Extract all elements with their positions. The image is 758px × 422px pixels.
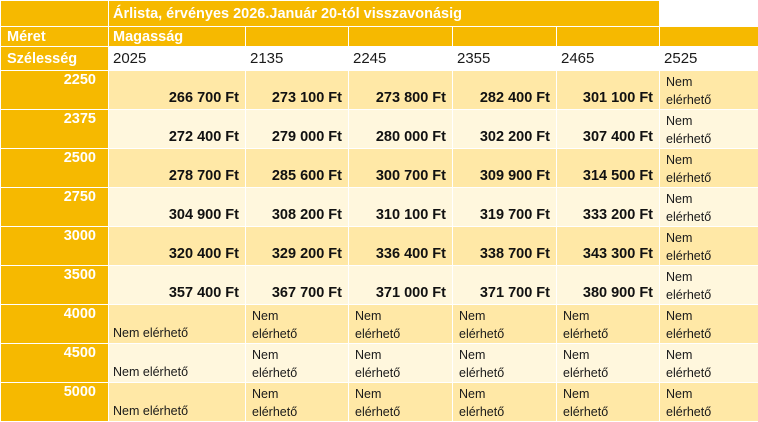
corner-cell [1, 1, 109, 27]
not-available-word: elérhető [459, 325, 556, 343]
not-available-word: elérhető [459, 364, 556, 382]
price-cell: 338 700 Ft [453, 227, 557, 266]
width-row [1, 188, 758, 227]
not-available-word: elérhető [459, 403, 556, 421]
price-cell: 302 200 Ft [453, 110, 557, 149]
price-cell: 300 700 Ft [349, 149, 453, 188]
not-available-cell [453, 383, 557, 422]
price-cell: 329 200 Ft [246, 227, 349, 266]
not-available-word: elérhető [355, 403, 452, 421]
width-row [1, 227, 758, 266]
price-cell: 273 100 Ft [246, 71, 349, 110]
not-available-cell [349, 383, 453, 422]
not-available-cell [349, 344, 453, 383]
not-available-word: elérhető [252, 364, 348, 382]
not-available-cell [660, 188, 758, 227]
not-available-cell: Nem elérhető [109, 305, 246, 344]
not-available-word: Nem [355, 307, 452, 325]
width-value: 3000 [1, 227, 109, 266]
price-cell: 282 400 Ft [453, 71, 557, 110]
not-available-word: Nem [459, 307, 556, 325]
width-row [1, 344, 758, 383]
header-blank-cell [349, 27, 453, 47]
price-cell: 308 200 Ft [246, 188, 349, 227]
price-cell: 280 000 Ft [349, 110, 453, 149]
not-available-word: Nem [459, 346, 556, 364]
not-available-word: Nem [666, 229, 758, 247]
price-cell: 273 800 Ft [349, 71, 453, 110]
width-row [1, 110, 758, 149]
not-available-word: elérhető [355, 325, 452, 343]
szelesseg-label: Szélesség [1, 47, 109, 71]
header-blank-cell [660, 27, 758, 47]
not-available-word: Nem [666, 346, 758, 364]
price-cell: 278 700 Ft [109, 149, 246, 188]
price-cell: 371 000 Ft [349, 266, 453, 305]
not-available-word: elérhető [355, 364, 452, 382]
price-cell: 314 500 Ft [557, 149, 660, 188]
price-list-title: Árlista, érvényes 2026.Január 20-tól visszavonásig [109, 1, 660, 27]
not-available-word: elérhető [563, 403, 659, 421]
not-available-word: elérhető [666, 169, 758, 187]
not-available-cell [660, 227, 758, 266]
width-value: 5000 [1, 383, 109, 422]
width-row [1, 266, 758, 305]
not-available-word: elérhető [563, 325, 659, 343]
price-cell: 285 600 Ft [246, 149, 349, 188]
price-cell: 307 400 Ft [557, 110, 660, 149]
title-blank-cell [660, 1, 758, 27]
not-available-word: Nem [252, 385, 348, 403]
meret-row [1, 27, 758, 47]
not-available-cell [660, 266, 758, 305]
not-available-word: Nem [666, 268, 758, 286]
not-available-word: Nem [355, 385, 452, 403]
not-available-word: elérhető [666, 403, 758, 421]
meret-label: Méret [1, 27, 109, 47]
not-available-word: elérhető [252, 403, 348, 421]
price-cell: 266 700 Ft [109, 71, 246, 110]
width-row [1, 149, 758, 188]
width-row [1, 383, 758, 422]
not-available-word: elérhető [666, 130, 758, 148]
not-available-word: elérhető [666, 91, 758, 109]
width-row [1, 305, 758, 344]
not-available-cell [246, 383, 349, 422]
header-blank-cell [453, 27, 557, 47]
price-cell: 319 700 Ft [453, 188, 557, 227]
not-available-cell [660, 110, 758, 149]
price-cell: 304 900 Ft [109, 188, 246, 227]
price-cell: 371 700 Ft [453, 266, 557, 305]
price-cell: 333 200 Ft [557, 188, 660, 227]
not-available-word: elérhető [666, 286, 758, 304]
price-cell: 367 700 Ft [246, 266, 349, 305]
not-available-word: elérhető [666, 325, 758, 343]
width-value: 2375 [1, 110, 109, 149]
not-available-word: elérhető [666, 364, 758, 382]
not-available-cell [557, 344, 660, 383]
not-available-word: Nem [666, 112, 758, 130]
not-available-cell: Nem elérhető [109, 383, 246, 422]
width-value: 4000 [1, 305, 109, 344]
width-value: 4500 [1, 344, 109, 383]
not-available-word: Nem [666, 190, 758, 208]
not-available-cell [660, 344, 758, 383]
price-cell: 380 900 Ft [557, 266, 660, 305]
header-blank-cell [557, 27, 660, 47]
not-available-cell [660, 149, 758, 188]
width-value: 2500 [1, 149, 109, 188]
not-available-word: Nem [459, 385, 556, 403]
title-row [1, 1, 758, 27]
not-available-cell [246, 305, 349, 344]
not-available-cell [246, 344, 349, 383]
not-available-word: elérhető [563, 364, 659, 382]
not-available-cell: Nem elérhető [109, 344, 246, 383]
price-cell: 301 100 Ft [557, 71, 660, 110]
not-available-word: Nem [252, 346, 348, 364]
width-row [1, 71, 758, 110]
price-cell: 310 100 Ft [349, 188, 453, 227]
price-cell: 357 400 Ft [109, 266, 246, 305]
not-available-word: Nem [252, 307, 348, 325]
not-available-word: Nem [563, 307, 659, 325]
not-available-word: Nem [355, 346, 452, 364]
not-available-cell [557, 383, 660, 422]
not-available-word: elérhető [666, 247, 758, 265]
price-cell: 279 000 Ft [246, 110, 349, 149]
not-available-word: Nem [666, 307, 758, 325]
price-cell: 320 400 Ft [109, 227, 246, 266]
price-cell: 336 400 Ft [349, 227, 453, 266]
not-available-word: elérhető [252, 325, 348, 343]
width-value: 2250 [1, 71, 109, 110]
not-available-cell [453, 344, 557, 383]
price-cell: 272 400 Ft [109, 110, 246, 149]
height-values-row [1, 47, 758, 71]
header-blank-cell [246, 27, 349, 47]
magassag-label: Magasság [109, 27, 246, 47]
not-available-cell [660, 305, 758, 344]
not-available-word: Nem [563, 385, 659, 403]
width-value: 2750 [1, 188, 109, 227]
not-available-cell [557, 305, 660, 344]
height-value: 2465 [557, 47, 660, 71]
width-value: 3500 [1, 266, 109, 305]
not-available-word: Nem [666, 151, 758, 169]
not-available-word: Nem [666, 385, 758, 403]
height-value: 2245 [349, 47, 453, 71]
price-cell: 309 900 Ft [453, 149, 557, 188]
height-value: 2025 [109, 47, 246, 71]
not-available-cell [660, 383, 758, 422]
height-value: 2135 [246, 47, 349, 71]
height-value: 2355 [453, 47, 557, 71]
height-value: 2525 [660, 47, 758, 71]
not-available-cell [660, 71, 758, 110]
not-available-cell [453, 305, 557, 344]
not-available-cell [349, 305, 453, 344]
not-available-word: elérhető [666, 208, 758, 226]
not-available-word: Nem [563, 346, 659, 364]
not-available-word: Nem [666, 73, 758, 91]
price-cell: 343 300 Ft [557, 227, 660, 266]
